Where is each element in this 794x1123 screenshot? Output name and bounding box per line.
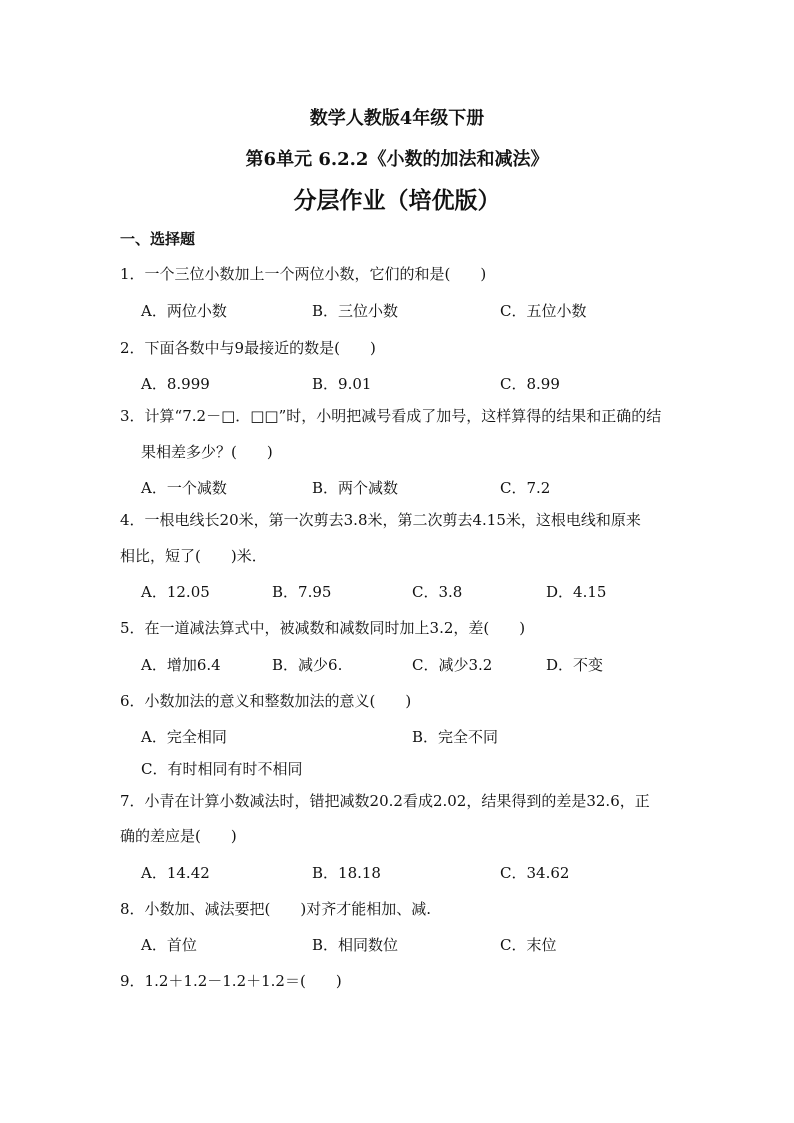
- question-1-option-c: C．五位小数: [500, 302, 587, 320]
- section-heading: 一、选择题: [120, 230, 196, 248]
- question-8-line-1: 8．小数加、减法要把( )对齐才能相加、减.: [120, 900, 432, 918]
- question-6-line-1: 6．小数加法的意义和整数加法的意义( ): [120, 692, 412, 710]
- question-7-line-1: 7．小青在计算小数减法时，错把减数20.2看成2.02，结果得到的差是32.6，正: [120, 792, 650, 810]
- question-4-line-1: 4．一根电线长20米，第一次剪去3.8米，第二次剪去4.15米，这根电线和原来: [120, 511, 641, 529]
- question-4-option-b: B．7.95: [272, 583, 332, 601]
- question-2-option-a: A．8.999: [141, 375, 210, 393]
- question-1-line-1: 1．一个三位小数加上一个两位小数，它们的和是( ): [120, 265, 487, 283]
- question-5-option-c: C．减少3.2: [412, 656, 493, 674]
- question-2-line-1: 2．下面各数中与9最接近的数是( ): [120, 339, 376, 357]
- question-5-option-a: A．增加6.4: [141, 656, 221, 674]
- question-7-option-c: C．34.62: [500, 864, 570, 882]
- question-3-line-1: 3．计算“7.2－□．□□”时，小明把减号看成了加号，这样算得的结果和正确的结: [120, 407, 662, 425]
- question-6-option-c: C．有时相同有时不相同: [141, 760, 303, 778]
- question-8-option-b: B．相同数位: [312, 936, 399, 954]
- question-1-option-b: B．三位小数: [312, 302, 399, 320]
- question-2-option-c: C．8.99: [500, 375, 560, 393]
- question-3-line-2: 果相差多少？( ): [141, 443, 273, 461]
- question-4-option-d: D．4.15: [546, 583, 607, 601]
- question-7-option-a: A．14.42: [141, 864, 210, 882]
- question-6-option-b: B．完全不同: [412, 728, 499, 746]
- question-6-option-a: A．完全相同: [141, 728, 227, 746]
- question-8-option-a: A．首位: [141, 936, 197, 954]
- question-5-option-b: B．减少6.: [272, 656, 343, 674]
- question-3-option-a: A．一个减数: [141, 479, 227, 497]
- document-heading: 分层作业（培优版）: [293, 187, 501, 214]
- document-title: 数学人教版4年级下册: [309, 108, 485, 129]
- document-subtitle: 第6单元 6.2.2《小数的加法和减法》: [245, 149, 549, 170]
- question-3-option-b: B．两个减数: [312, 479, 399, 497]
- question-7-line-2: 确的差应是( ): [120, 827, 237, 845]
- question-9-line-1: 9．1.2＋1.2－1.2＋1.2＝( ): [120, 972, 342, 990]
- question-1-option-a: A．两位小数: [141, 302, 227, 320]
- question-5-option-d: D．不变: [546, 656, 604, 674]
- question-7-option-b: B．18.18: [312, 864, 381, 882]
- question-4-option-c: C．3.8: [412, 583, 463, 601]
- question-4-option-a: A．12.05: [141, 583, 210, 601]
- question-2-option-b: B．9.01: [312, 375, 372, 393]
- question-3-option-c: C．7.2: [500, 479, 551, 497]
- question-4-line-2: 相比，短了( )米．: [120, 547, 267, 565]
- question-5-line-1: 5．在一道减法算式中，被减数和减数同时加上3.2，差( ): [120, 619, 526, 637]
- question-8-option-c: C．末位: [500, 936, 557, 954]
